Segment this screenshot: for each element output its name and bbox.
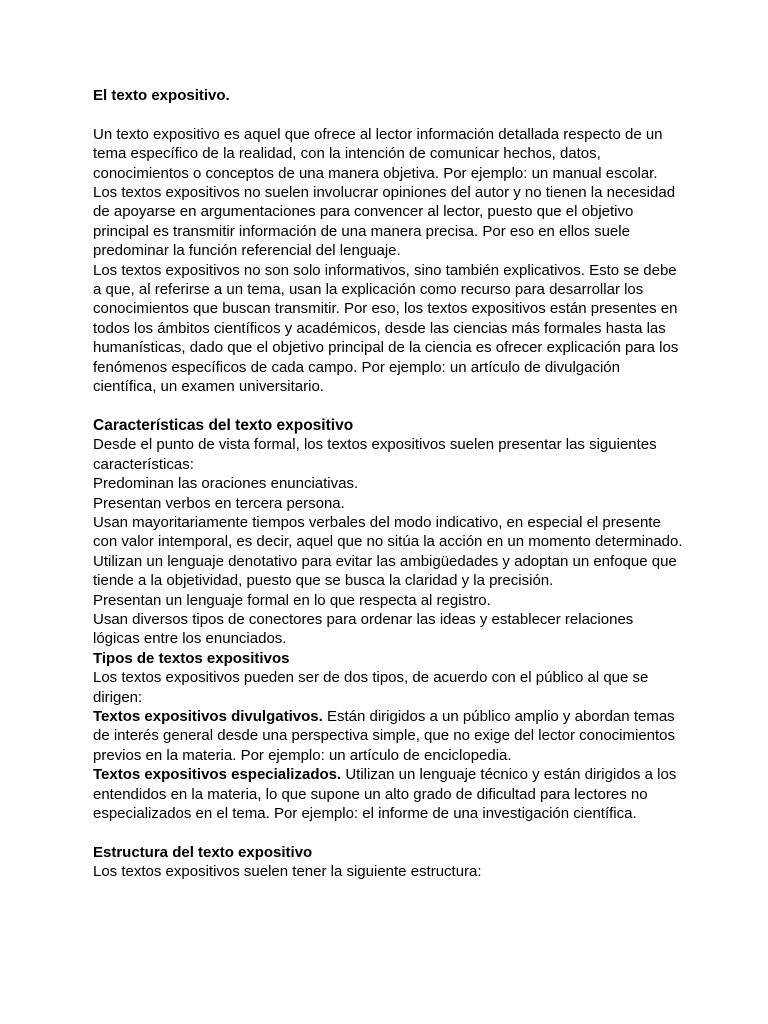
characteristic-item: Utilizan un lenguaje denotativo para evitar las ambigüedades y adoptan un enfoque que tiende a la objetividad, puesto que se busca la claridad y la precisión. (93, 552, 677, 590)
type-term: Textos expositivos especializados. (93, 766, 342, 784)
spacer (93, 105, 683, 124)
characteristics-heading: Características del texto expositivo (93, 416, 354, 434)
type-term: Textos expositivos divulgativos. (93, 707, 323, 725)
type-description: Están dirigidos a un público amplio y abordan temas de interés general desde una perspectiva simple, que no exige del lector conocimientos previos en la materia. Por ejemplo: un artículo de enciclopedia. (93, 707, 676, 764)
spacer (93, 396, 683, 415)
spacer (93, 823, 683, 842)
characteristics-lead: Desde el punto de vista formal, los textos expositivos suelen presentar las siguientes características: (93, 436, 657, 473)
characteristic-item: Presentan verbos en tercera persona. (93, 494, 345, 512)
structure-lead: Los textos expositivos suelen tener la siguiente estructura: (93, 863, 482, 881)
characteristic-item: Predominan las oraciones enunciativas. (93, 475, 359, 493)
characteristic-item: Usan diversos tipos de conectores para ordenar las ideas y establecer relaciones lógicas entre los enunciados. (93, 610, 634, 648)
type-description: Utilizan un lenguaje técnico y están dirigidos a los entendidos en la materia, lo que supone un alto grado de dificultad para lectores no especializados en el tema. Por ejemplo: el informe de una investigación científica. (93, 766, 677, 822)
intro-paragraph-2: Los textos expositivos no suelen involucrar opiniones del autor y no tienen la necesidad de apoyarse en argumentaciones para convencer al lector, puesto que el objetivo principal es transmitir información de una manera precisa. Por eso en ellos suele predominar la función referencial del lenguaje. (93, 184, 676, 260)
structure-heading: Estructura del texto expositivo (93, 843, 313, 861)
type-item-especializados (93, 765, 683, 823)
intro-paragraph-1: Un texto expositivo es aquel que ofrece al lector información detallada respecto de un tema específico de la realidad, con la intención de comunicar hechos, datos, conocimientos o conceptos de una manera objetiva. Por ejemplo: un manual escolar. (93, 125, 663, 182)
document-page (93, 86, 683, 882)
types-lead: Los textos expositivos pueden ser de dos tipos, de acuerdo con el público al que se dirigen: (93, 669, 649, 706)
document-title: El texto expositivo. (93, 87, 230, 104)
characteristic-item: Presentan un lenguaje formal en lo que respecta al registro. (93, 591, 491, 609)
types-heading: Tipos de textos expositivos (93, 649, 290, 667)
characteristic-item: Usan mayoritariamente tiempos verbales del modo indicativo, en especial el presente con valor intemporal, es decir, aquel que no sitúa la acción en un momento determinado. (93, 513, 683, 551)
intro-paragraph-3: Los textos expositivos no son solo informativos, sino también explicativos. Esto se debe a que, al referirse a un tema, usan la explicación como recurso para desarrollar los conocimientos que buscan transmitir. Por eso, los textos expositivos están presentes en todos los ámbitos científicos y académicos, desde las ciencias más formales hasta las humanísticas, dado que el objetivo principal de la ciencia es ofrecer explicación para los fenómenos específicos de cada campo. Por ejemplo: un artículo de divulgación científica, un examen universitario. (93, 261, 679, 396)
type-item-divulgativos (93, 707, 683, 765)
